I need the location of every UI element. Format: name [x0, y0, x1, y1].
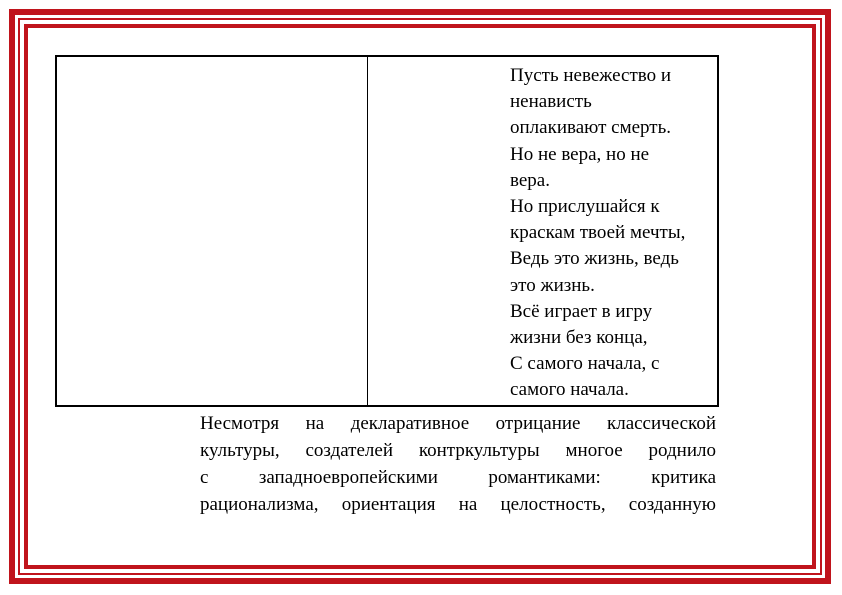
poem-line: Всё играет в игру: [510, 300, 653, 322]
body-paragraph: [200, 410, 716, 518]
poem-line: Ведь это жизнь, ведь: [510, 248, 679, 270]
poem-line: С самого начала, с: [510, 353, 660, 375]
table-cell-empty: [57, 57, 368, 405]
poem-line: самого начала.: [510, 379, 629, 401]
poem-line: краскам твоей мечты,: [510, 222, 686, 244]
poem-line: ненависть: [510, 91, 592, 113]
paragraph-line: рационализма, ориентация на целостность, созданную: [200, 494, 716, 515]
poem-line: Но прислушайся к: [510, 196, 660, 218]
poem-line: Но не вера, но не: [510, 143, 650, 165]
paragraph-line: с западноевропейскими романтиками: критика: [200, 467, 716, 488]
table-cell-poem: [368, 57, 717, 405]
poem-line: жизни без конца,: [510, 327, 648, 349]
poem-line: оплакивают смерть.: [510, 117, 671, 139]
poem-line: Пусть невежество и: [510, 65, 672, 86]
paragraph-line: Несмотря на декларативное отрицание классической: [200, 413, 716, 434]
paragraph-line: культуры, создателей контркультуры многое роднило: [200, 440, 716, 461]
poem-line: вера.: [510, 169, 550, 191]
poem-line: это жизнь.: [510, 274, 595, 296]
poem-table: [55, 55, 719, 407]
